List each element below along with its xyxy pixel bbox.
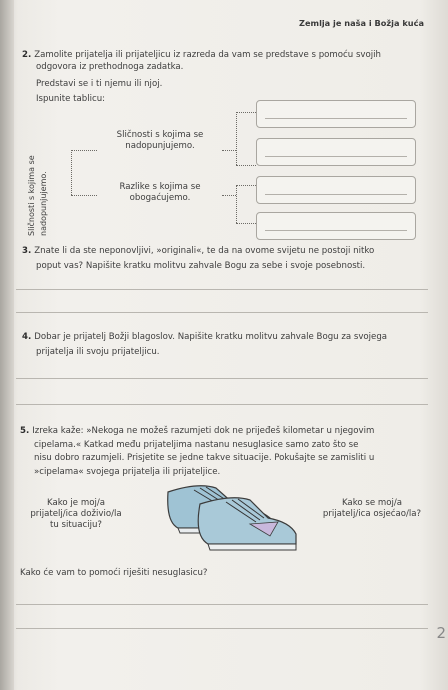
writing-line[interactable] <box>16 404 428 405</box>
bottom-question: Kako će vam to pomoći riješiti nesuglasicu? <box>20 568 208 578</box>
connector <box>236 112 237 165</box>
connector <box>71 195 97 196</box>
differences-label: Razlike s kojima se obogaćujemo. <box>119 182 201 204</box>
writing-line[interactable] <box>16 289 428 290</box>
answer-box[interactable] <box>256 100 416 128</box>
writing-line[interactable] <box>16 628 428 629</box>
q5-line-1: 5. Izreka kaže: »Nekoga ne možeš razumjeti dok ne prijeđeš kilometar u njegovim <box>20 426 375 436</box>
right-question: Kako se moj/a prijatelj/ica osjećao/la? <box>322 498 422 520</box>
connector <box>236 165 256 166</box>
connector <box>236 112 256 113</box>
q4-line-2: prijatelja ili svoju prijateljicu. <box>36 347 160 357</box>
writing-line[interactable] <box>16 312 428 313</box>
vertical-label: Sličnosti s kojima se nadopunjujemo. <box>27 155 48 236</box>
q2-line-3: Predstavi se i ti njemu ili njoj. <box>36 79 163 89</box>
q3-line-2: poput vas? Napišite kratku molitvu zahvale Bogu za sebe i svoje posebnosti. <box>36 261 366 271</box>
left-question: Kako je moj/a prijatelj/ica doživio/la tu situaciju? <box>30 498 122 531</box>
answer-box[interactable] <box>256 138 416 166</box>
q5-line-4: »cipelama« svojega prijatelja ili prijateljice. <box>34 467 221 477</box>
q3-line-1: 3. Znate li da ste neponovljivi, »originali«, te da na ovome svijetu ne postoji nitko <box>22 246 375 256</box>
chapter-header: Zemlja je naša i Božja kuća <box>299 18 424 28</box>
answer-box[interactable] <box>256 176 416 204</box>
connector <box>222 195 236 196</box>
answer-box[interactable] <box>256 212 416 240</box>
writing-line[interactable] <box>16 378 428 379</box>
connector <box>71 150 72 195</box>
connector <box>71 150 97 151</box>
sneakers-illustration <box>138 478 298 554</box>
writing-line[interactable] <box>16 604 428 605</box>
page-spine <box>0 0 14 690</box>
page-number: 2 <box>436 624 446 642</box>
q2-line-2: odgovora iz prethodnoga zadatka. <box>36 62 184 72</box>
connector <box>236 185 256 186</box>
q5-line-2: cipelama.« Katkad među prijateljima nastanu nesuglasice samo zato što se <box>34 440 359 450</box>
connector <box>236 223 256 224</box>
q5-line-3: nisu dobro razumjeli. Prisjetite se jedne takve situacije. Pokušajte se zamisliti u <box>34 453 375 463</box>
q4-line-1: 4. Dobar je prijatelj Božji blagoslov. Napišite kratku molitvu zahvale Bogu za svojega <box>22 332 388 342</box>
connector <box>236 185 237 223</box>
q2-line-1: 2. Zamolite prijatelja ili prijateljicu iz razreda da vam se predstave s pomoću svojih <box>22 50 381 60</box>
q2-line-4: Ispunite tablicu: <box>36 94 106 104</box>
connector <box>222 150 236 151</box>
similarities-label: Sličnosti s kojima se nadopunjujemo. <box>116 130 204 152</box>
